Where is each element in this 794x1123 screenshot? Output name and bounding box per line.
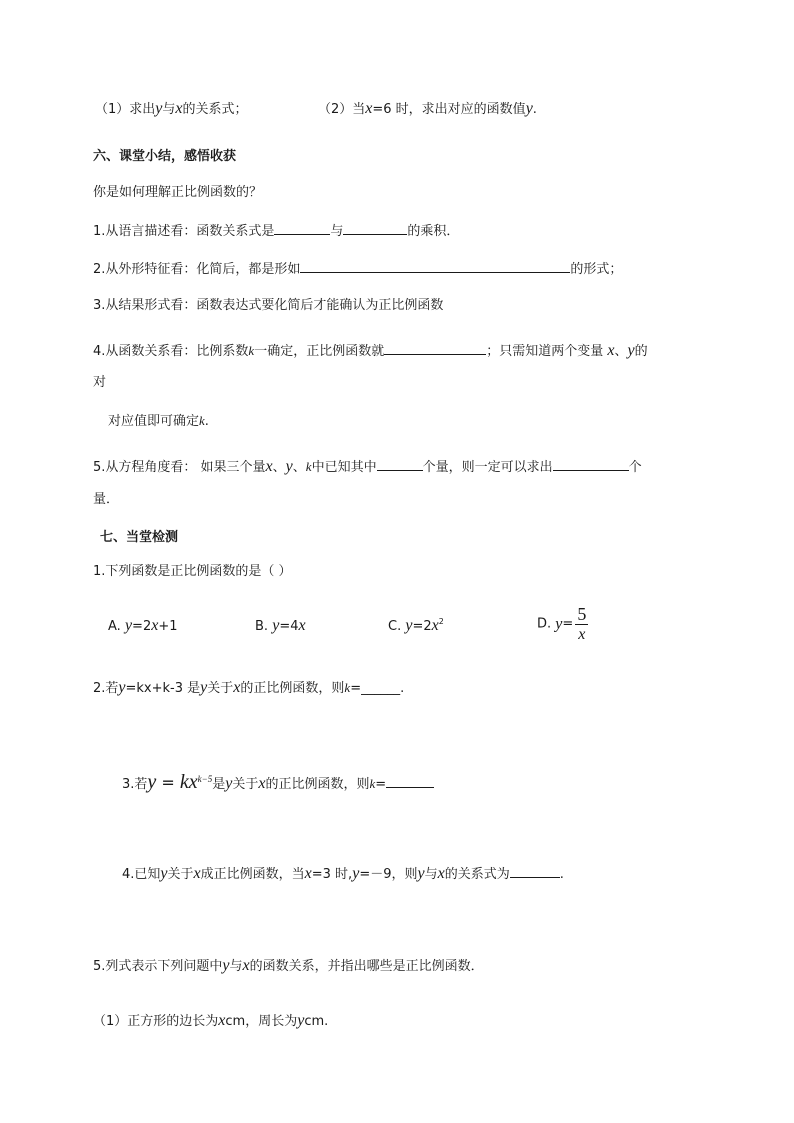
blank [274,221,330,235]
option-d [537,604,588,645]
text: （1）正方形的边长为 [93,1014,219,1029]
var-k: k [344,680,351,695]
var-x: x [304,865,312,882]
text: B. [255,619,269,634]
text: =3 时, [311,867,353,882]
text: = [375,777,387,792]
text: . [204,414,209,429]
text: =______. [350,681,405,696]
summary-item-4 [93,341,648,361]
blank [300,259,570,273]
var-y: y [285,458,293,475]
var-x: x [193,865,201,882]
numerator: 5 [577,604,587,624]
section7-heading: 七、当堂检测 [100,530,179,545]
blank [343,221,407,235]
part1-text: （1）求出 [95,102,156,117]
question-1: 1.下列函数是正比例函数的是（ ） [93,564,292,579]
question-5-part-1 [93,1012,328,1031]
text: cm，周长为 [225,1014,298,1029]
text: 一确定，正比例函数就 [254,344,385,359]
text: 2.若 [93,681,119,696]
text: 的正比例函数，则 [240,681,345,696]
var-y: y [297,1012,305,1029]
fraction [575,604,588,645]
previous-question-part2 [318,100,537,119]
question-4 [122,864,564,884]
text: 与 [424,867,438,882]
text: =4 [279,619,299,634]
text: 是 [212,777,226,792]
section6-heading: 六、课堂小结，感悟收获 [93,149,237,164]
summary-item-2 [93,259,622,279]
text: cm. [304,1014,329,1029]
question-5 [93,957,484,976]
var-x: x [233,679,241,696]
question-3 [122,773,434,794]
text: 、 [614,344,628,359]
text: 成正比例函数，当 [200,867,305,882]
text: =kx+k-3 是 [125,681,201,696]
var-y: y [200,679,208,696]
text: = [156,773,180,792]
summary-item-4-wrap: 对 [93,375,107,390]
blank [553,457,629,471]
text: 的函数关系，并指出哪些是正比例函数． [249,959,484,974]
text: =－9，则 [359,867,418,882]
exponent: 2 [438,617,444,626]
summary-item-1 [93,221,459,241]
text: 关于 [167,867,194,882]
blank [510,864,560,878]
var-y: y [555,615,563,633]
summary-item-4-cont [108,412,209,431]
var-x: x [258,775,266,792]
text: 3.若 [122,777,148,792]
var-y: y [225,775,233,792]
var-kx: kx [179,771,198,793]
text: （2）当 [318,102,366,117]
text: 1.从语言描述看：函数关系式是 [93,224,275,239]
var-x: x [437,865,445,882]
text: . [559,867,564,882]
text: =2 [132,619,152,634]
text: D. [537,616,552,632]
text: 与 [229,959,243,974]
var-y: y [272,617,280,634]
text: 关于 [232,777,259,792]
var-y: y [417,865,425,882]
blank [384,341,486,355]
var-x: x [607,342,615,359]
summary-item-5-wrap: 量． [93,492,120,507]
previous-question-line [95,100,248,119]
text: 的形式； [570,262,623,277]
var-y: y [352,865,360,882]
denominator: x [578,626,586,643]
var-k: k [248,343,255,358]
text: =6 时，求出对应的函数值 [372,102,526,117]
exponent: k−5 [197,774,213,784]
text: 与 [162,102,176,117]
text: 的 [634,344,648,359]
option-b [255,617,306,636]
text: 5.从方程角度看： 如果三个量 [93,460,266,475]
var-y: y [155,100,163,117]
var-y: y [160,865,168,882]
text: C. [388,619,402,634]
var-y: y [525,100,533,117]
text: = [562,616,574,632]
text: 4.从函数关系看：比例系数 [93,344,249,359]
var-k: k [305,459,312,474]
text: A. [108,619,121,634]
option-c [388,617,444,636]
text: 的关系式为 [444,867,510,882]
var-k: k [369,776,376,791]
text: ；只需知道两个变量 [486,344,604,359]
var-x: x [151,617,159,634]
var-y: y [627,342,635,359]
question-2 [93,679,404,698]
var-x: x [298,617,306,634]
var-y: y [124,617,133,634]
var-x: x [431,617,439,634]
var-x: x [265,458,273,475]
var-y: y [147,771,157,793]
text: 的乘积． [407,224,460,239]
text: . [532,102,537,117]
var-y: y [222,957,230,974]
text: 2.从外形特征看：化简后，都是形如 [93,262,301,277]
option-a [108,617,178,636]
blank [377,457,423,471]
text: +1 [158,619,178,634]
text: 、 [272,460,286,475]
blank [386,774,434,788]
text: 、 [292,460,306,475]
text: =2 [412,619,432,634]
text: 的正比例函数，则 [265,777,370,792]
text: 4.已知 [122,867,161,882]
var-x: x [365,100,373,117]
var-x: x [242,957,250,974]
text: 中已知其中 [311,460,377,475]
text: 个量，则一定可以求出 [422,460,553,475]
var-k: k [199,413,205,428]
text: 5.列式表示下列问题中 [93,959,223,974]
text: 关于 [207,681,234,696]
text: 与 [330,224,344,239]
section6-intro: 你是如何理解正比例函数的？ [93,185,263,200]
summary-item-5 [93,457,642,477]
var-x: x [218,1012,226,1029]
var-x: x [175,100,183,117]
summary-item-3: 3.从结果形式看：函数表达式要化简后才能确认为正比例函数 [93,298,444,313]
text: 对应值即可确定 [108,414,200,429]
var-y: y [405,617,413,634]
var-y: y [118,679,126,696]
text: 的关系式； [182,102,248,117]
text: 个 [628,460,642,475]
